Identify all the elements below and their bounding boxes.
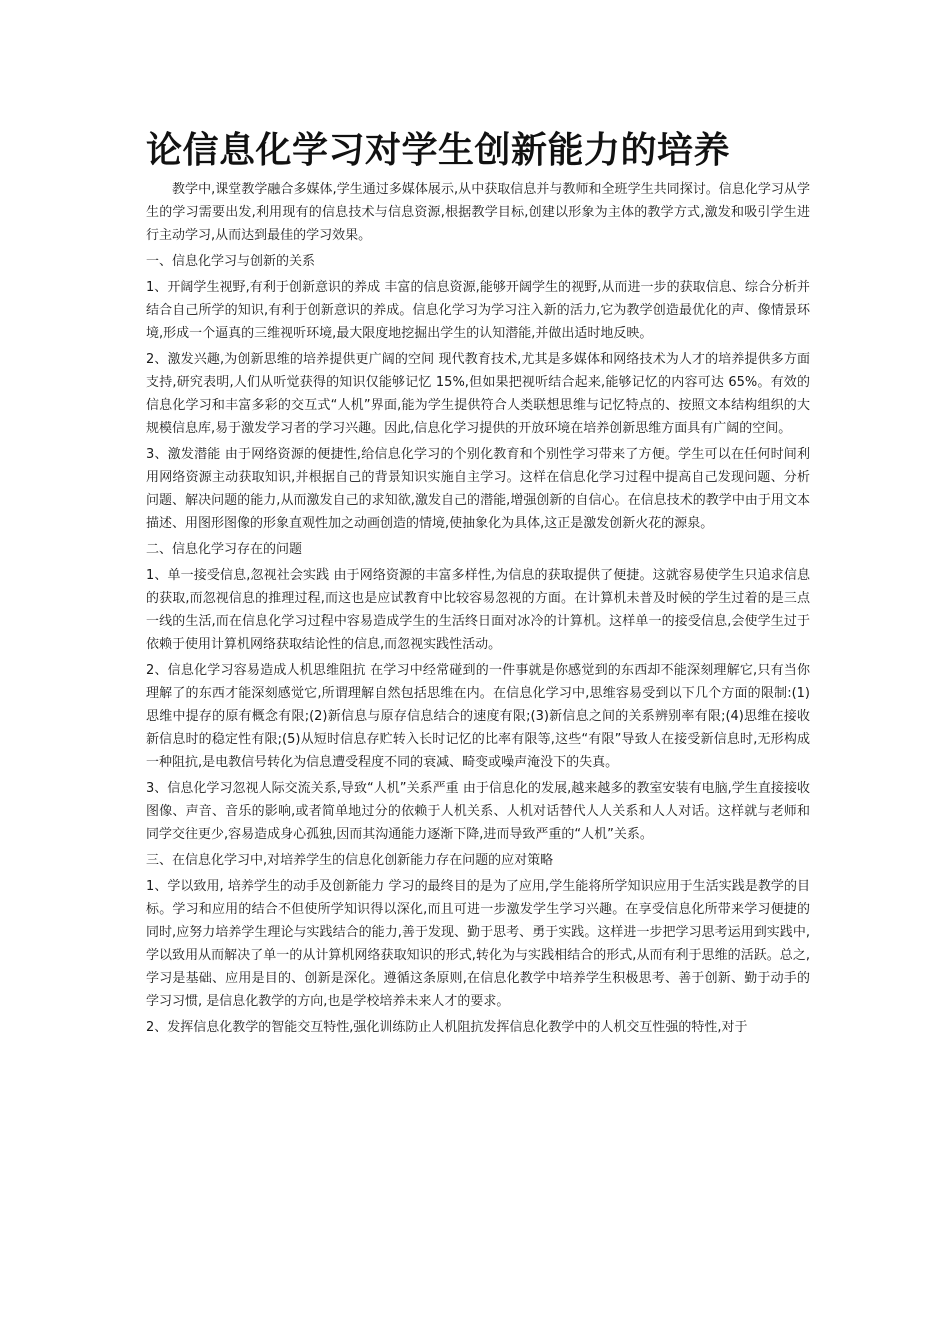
- section-2-paragraph-3: 3、信息化学习忽视人际交流关系,导致“人机”关系严重 由于信息化的发展,越来越多的教室安装有电脑,学生直接接收图像、声音、音乐的影响,或者简单地过分的依赖于人机关系、人机对话替代人人关系和人人对话。这样就与老师和同学交往更少,容易造成身心孤独,因而其沟通能力逐渐下降,进而导致严重的“人机”关系。: [146, 781, 810, 842]
- section-3-heading: 三、在信息化学习中,对培养学生的信息化创新能力存在问题的应对策略: [146, 853, 554, 868]
- document-title: 论信息化学习对学生创新能力的培养: [146, 130, 731, 171]
- section-2-heading: 二、信息化学习存在的问题: [146, 542, 303, 557]
- section-3-paragraph-2: 2、发挥信息化教学的智能交互特性,强化训练防止人机阻抗发挥信息化教学中的人机交互性强的特性,对于: [146, 1020, 748, 1035]
- section-1-paragraph-2: 2、激发兴趣,为创新思维的培养提供更广阔的空间 现代教育技术,尤其是多媒体和网络技术为人才的培养提供多方面支持,研究表明,人们从听觉获得的知识仅能够记忆 15%,但如果把视听结合起来,能够记忆的内容可达 65%。有效的信息化学习和丰富多彩的交互式“人机”界面,能为学生提供符合人类联想思维与记忆特点的、按照文本结构组织的大规模信息库,易于激发学习者的学习兴趣。因此,信息化学习提供的开放环境在培养创新思维方面具有广阔的空间。: [146, 352, 810, 436]
- section-1-heading: 一、信息化学习与创新的关系: [146, 254, 316, 269]
- intro-paragraph: 教学中,课堂教学融合多媒体,学生通过多媒体展示,从中获取信息并与教师和全班学生共同探讨。信息化学习从学生的学习需要出发,利用现有的信息技术与信息资源,根据教学目标,创建以形象为主体的教学方式,激发和吸引学生进行主动学习,从而达到最佳的学习效果。: [146, 182, 810, 243]
- section-1-paragraph-3: 3、激发潜能 由于网络资源的便捷性,给信息化学习的个别化教育和个别性学习带来了方便。学生可以在任何时间利用网络资源主动获取知识,并根据自己的背景知识实施自主学习。这样在信息化学习过程中提高自己发现问题、分析问题、解决问题的能力,从而激发自己的求知欲,激发自己的潜能,增强创新的自信心。在信息技术的教学中由于用文本描述、用图形图像的形象直观性加之动画创造的情境,使抽象化为具体,这正是激发创新火花的源泉。: [146, 447, 810, 531]
- section-1-paragraph-1: 1、开阔学生视野,有利于创新意识的养成 丰富的信息资源,能够开阔学生的视野,从而进一步的获取信息、综合分析并结合自己所学的知识,有利于创新意识的养成。信息化学习为学习注入新的活力,它为教学创造最优化的声、像情景环境,形成一个逼真的三维视听环境,最大限度地挖掘出学生的认知潜能,并做出适时地反映。: [146, 280, 810, 341]
- section-3-paragraph-1: 1、学以致用, 培养学生的动手及创新能力 学习的最终目的是为了应用,学生能将所学知识应用于生活实践是教学的目标。学习和应用的结合不但使所学知识得以深化,而且可进一步激发学生学习兴趣。在享受信息化所带来学习便捷的同时,应努力培养学生理论与实践结合的能力,善于发现、勤于思考、勇于实践。这样进一步把学习思考运用到实践中,学以致用从而解决了单一的从计算机网络获取知识的形式,转化为与实践相结合的形式,从而有利于思维的活跃。总之,学习是基础、应用是目的、创新是深化。遵循这条原则,在信息化教学中培养学生积极思考、善于创新、勤于动手的学习习惯, 是信息化教学的方向,也是学校培养未来人才的要求。: [146, 879, 810, 1009]
- section-2-paragraph-1: 1、单一接受信息,忽视社会实践 由于网络资源的丰富多样性,为信息的获取提供了便捷。这就容易使学生只追求信息的获取,而忽视信息的推理过程,而这也是应试教育中比较容易忽视的方面。在计算机未普及时候的学生过着的是三点一线的生活,而在信息化学习过程中容易造成学生的生活终日面对冰冷的计算机。这样单一的接受信息,会使学生过于依赖于使用计算机网络获取结论性的信息,而忽视实践性活动。: [146, 568, 810, 652]
- section-2-paragraph-2: 2、信息化学习容易造成人机思维阻抗 在学习中经常碰到的一件事就是你感觉到的东西却不能深刻理解它,只有当你理解了的东西才能深刻感觉它,所谓理解自然包括思维在内。在信息化学习中,思维容易受到以下几个方面的限制:(1)思维中提存的原有概念有限;(2)新信息与原存信息结合的速度有限;(3)新信息之间的关系辨别率有限;(4)思维在接收新信息时的稳定性有限;(5)从短时信息存贮转入长时记忆的比率有限等,这些“有限”导致人在接受新信息时,无形构成一种阻抗,是电教信号转化为信息遭受程度不同的衰减、畸变或噪声淹没下的失真。: [146, 663, 810, 770]
- document-body: [146, 128, 810, 1042]
